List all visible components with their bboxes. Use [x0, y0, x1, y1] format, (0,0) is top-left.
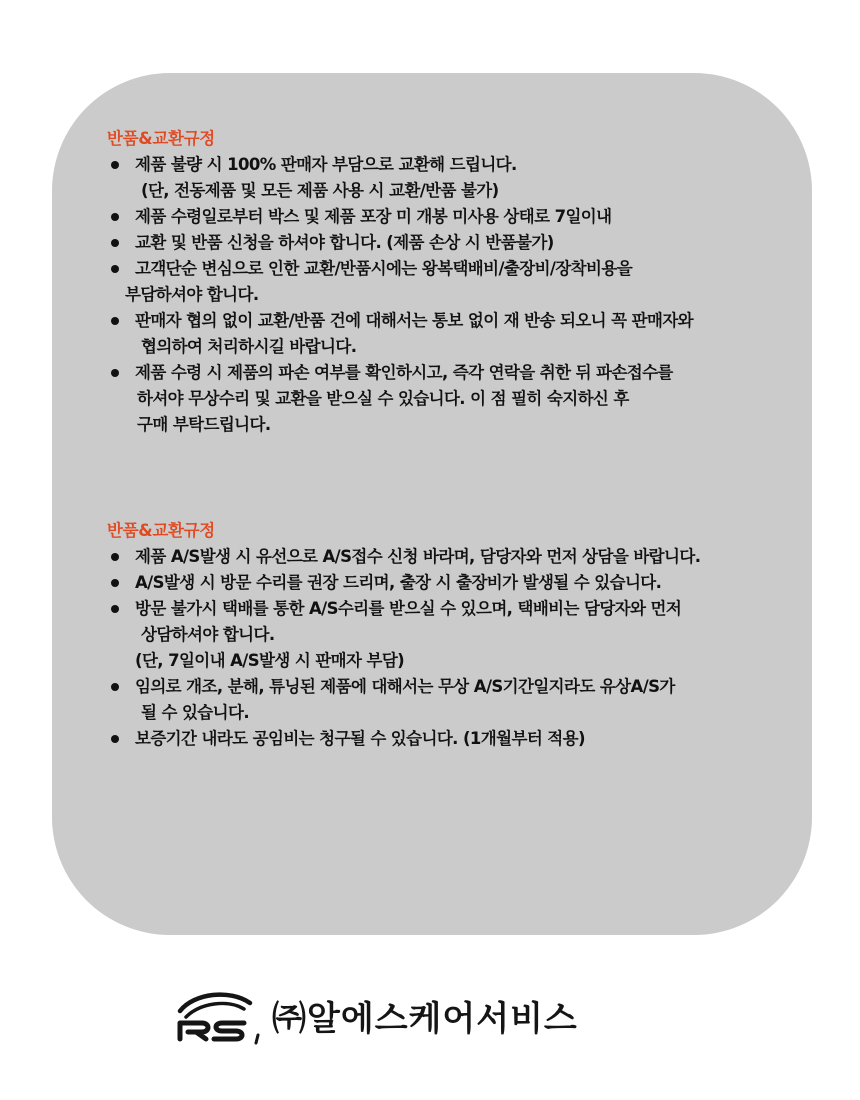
- bullet-icon: [111, 317, 119, 325]
- company-name: ㈜알에스케어서비스: [272, 998, 578, 1039]
- section-heading: 반품&교환규정: [107, 521, 215, 540]
- item-line: 될 수 있습니다.: [141, 703, 249, 722]
- item-line: 제품 수령 시 제품의 파손 여부를 확인하시고, 즉각 연락을 취한 뒤 파손접수를: [135, 363, 673, 382]
- item-line: 제품 A/S발생 시 유선으로 A/S접수 신청 바라며, 담당자와 먼저 상담을 바랍니다.: [135, 547, 701, 566]
- list-item: [107, 308, 812, 360]
- list-item: [107, 360, 812, 438]
- item-line: 보증기간 내라도 공임비는 청구될 수 있습니다. (1개월부터 적용): [135, 729, 585, 748]
- bullet-icon: [111, 265, 119, 273]
- item-line: A/S발생 시 방문 수리를 권장 드리며, 출장 시 출장비가 발생될 수 있습니다.: [135, 573, 662, 592]
- list-item: [107, 256, 812, 308]
- item-line: 상담하셔야 합니다.: [141, 625, 275, 644]
- list-item: [107, 152, 812, 204]
- return-exchange-section: [107, 126, 812, 438]
- item-line: 교환 및 반품 신청을 하셔야 합니다. (제품 손상 시 반품불가): [135, 233, 554, 252]
- after-service-section: [107, 518, 812, 752]
- policy-list: [107, 544, 812, 752]
- list-item: [107, 596, 812, 674]
- bullet-icon: [111, 605, 119, 613]
- item-line: 하셔야 무상수리 및 교환을 받으실 수 있습니다. 이 점 필히 숙지하신 후: [137, 389, 629, 408]
- list-item: [107, 674, 812, 726]
- item-line: 구매 부탁드립니다.: [137, 415, 271, 434]
- bullet-icon: [111, 239, 119, 247]
- item-line: 고객단순 변심으로 인한 교환/반품시에는 왕복택배비/출장비/장착비용을: [135, 259, 633, 278]
- bullet-icon: [111, 161, 119, 169]
- item-line: 제품 불량 시 100% 판매자 부담으로 교환해 드립니다.: [135, 155, 517, 174]
- bullet-icon: [111, 683, 119, 691]
- bullet-icon: [111, 735, 119, 743]
- item-line: 임의로 개조, 분해, 튜닝된 제품에 대해서는 무상 A/S기간일지라도 유상A/S가: [135, 677, 675, 696]
- section-heading: 반품&교환규정: [107, 129, 215, 148]
- item-line: 제품 수령일로부터 박스 및 제품 포장 미 개봉 미사용 상태로 7일이내: [135, 207, 612, 226]
- item-line: (단, 전동제품 및 모든 제품 사용 시 교환/반품 불가): [141, 181, 499, 200]
- list-item: [107, 204, 812, 230]
- item-line: 판매자 협의 없이 교환/반품 건에 대해서는 통보 없이 재 반송 되오니 꼭 판매자와: [135, 311, 694, 330]
- list-item: [107, 544, 812, 570]
- list-item: [107, 230, 812, 256]
- item-line: 협의하여 처리하시길 바랍니다.: [141, 337, 357, 356]
- item-line: 부담하셔야 합니다.: [125, 285, 259, 304]
- bullet-icon: [111, 213, 119, 221]
- bullet-icon: [111, 369, 119, 377]
- policy-list: [107, 152, 812, 438]
- bullet-icon: [111, 579, 119, 587]
- rs-logo-icon: [172, 985, 268, 1045]
- item-line: (단, 7일이내 A/S발생 시 판매자 부담): [135, 651, 405, 670]
- item-line: 방문 불가시 택배를 통한 A/S수리를 받으실 수 있으며, 택배비는 담당자와 먼저: [135, 599, 682, 618]
- list-item: [107, 726, 812, 752]
- bullet-icon: [111, 553, 119, 561]
- company-logo: [172, 982, 688, 1048]
- list-item: [107, 570, 812, 596]
